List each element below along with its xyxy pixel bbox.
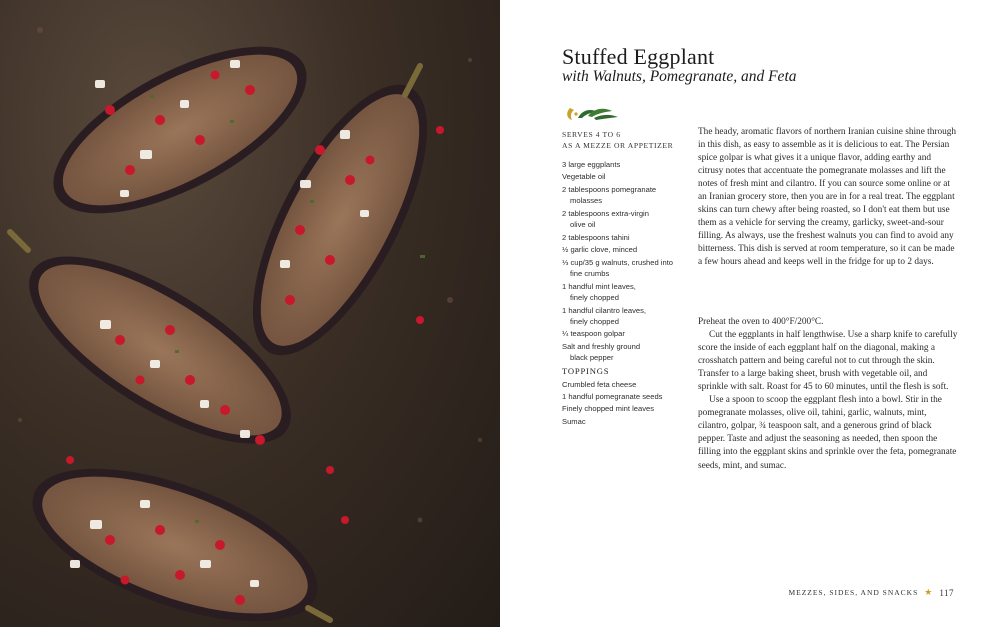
ingredient-item: 1 handful cilantro leaves, finely chopped — [562, 305, 647, 327]
topping-item: 1 handful pomegranate seeds — [562, 392, 663, 402]
recipe-intro — [698, 126, 958, 270]
ingredient-item: 2 tablespoons extra-virgin olive oil — [562, 208, 649, 230]
topping-item: Finely chopped mint leaves — [562, 404, 655, 414]
ingredient-item: 3 large eggplants — [562, 160, 621, 169]
ingredient-item: 1 handful mint leaves, finely chopped — [562, 281, 636, 303]
ingredient-item: 2 tablespoons tahini — [562, 232, 630, 242]
star-icon: ★ — [924, 587, 934, 597]
topping-item: Crumbled feta cheese — [562, 379, 637, 389]
ingredient-item: ⅓ cup/35 g walnuts, crushed into fine crumbs — [562, 257, 674, 279]
page-footer — [788, 587, 954, 598]
toppings-heading: TOPPINGS — [562, 366, 610, 377]
ingredient-item: ½ garlic clove, minced — [562, 245, 638, 255]
method-step: Preheat the oven to 400°F/200°C. — [698, 317, 824, 327]
method-step: Cut the eggplants in half lengthwise. Use a sharp knife to carefully score the inside of each eggplant half on the diagonal, making a crosshatch pattern and being careful not to cut through the skin. Transfer to a large baking sheet, brush with vegetable oil, and sprinkle with salt. Roast for 45 to 60 minutes, until the flesh is soft. — [698, 330, 958, 393]
recipe-method — [698, 316, 958, 473]
recipe-subtitle: with Walnuts, Pomegranate, and Feta — [562, 68, 797, 85]
serves-info — [562, 129, 702, 151]
topping-item: Sumac — [562, 416, 586, 426]
serves-line-1: SERVES 4 TO 6 — [562, 130, 621, 139]
section-name: MEZZES, SIDES, AND SNACKS — [788, 588, 919, 597]
ingredient-item: Vegetable oil — [562, 172, 606, 182]
serves-line-2: AS A MEZZE OR APPETIZER — [562, 141, 674, 150]
ingredient-list — [562, 159, 692, 428]
ingredient-item: ¼ teaspoon golpar — [562, 329, 625, 339]
eggplant-half-4 — [14, 437, 337, 627]
ingredient-item: Salt and freshly ground black pepper — [562, 341, 641, 363]
recipe-title: Stuffed Eggplant — [562, 44, 715, 69]
recipe-page — [500, 0, 1000, 627]
ingredient-item: 2 tablespoons pomegranate molasses — [562, 184, 657, 206]
page-number: 117 — [939, 587, 954, 598]
intro-paragraph: The heady, aromatic flavors of northern Iranian cuisine shine through in this dish, as easy to assemble as it is delicious to eat. The Persian spice golpar is what gives it a unique flavor, adding earthy and citrusy notes that accentuate the pomegranate molasses and lift the notes of fresh mint and cilantro. If you can source some online or at an Iranian grocery store, then you are in for a real treat. The eggplant skins can turn chewy after being roasted, so I don't eat them but use them as a vehicle for serving the creamy, garlicky, sweet-and-sour filling. As always, use the freshest walnuts you can find to avoid any bitterness. This dish is served at room temperature, so it can be made a few hours ahead and keeps well in the fridge for up to 2 days. — [698, 127, 957, 268]
herb-ornament-icon — [564, 104, 622, 124]
method-step: Use a spoon to scoop the eggplant flesh into a bowl. Stir in the pomegranate molasses, olive oil, tahini, garlic, walnuts, mint, cilantro, golpar, ¾ teaspoon salt, and a generous grind of black pepper. Taste and adjust the seasoning as needed, then spoon the filling into the eggplant skins and sprinkle over the feta, pomegranate seeds, mint, and sumac. — [698, 395, 957, 471]
